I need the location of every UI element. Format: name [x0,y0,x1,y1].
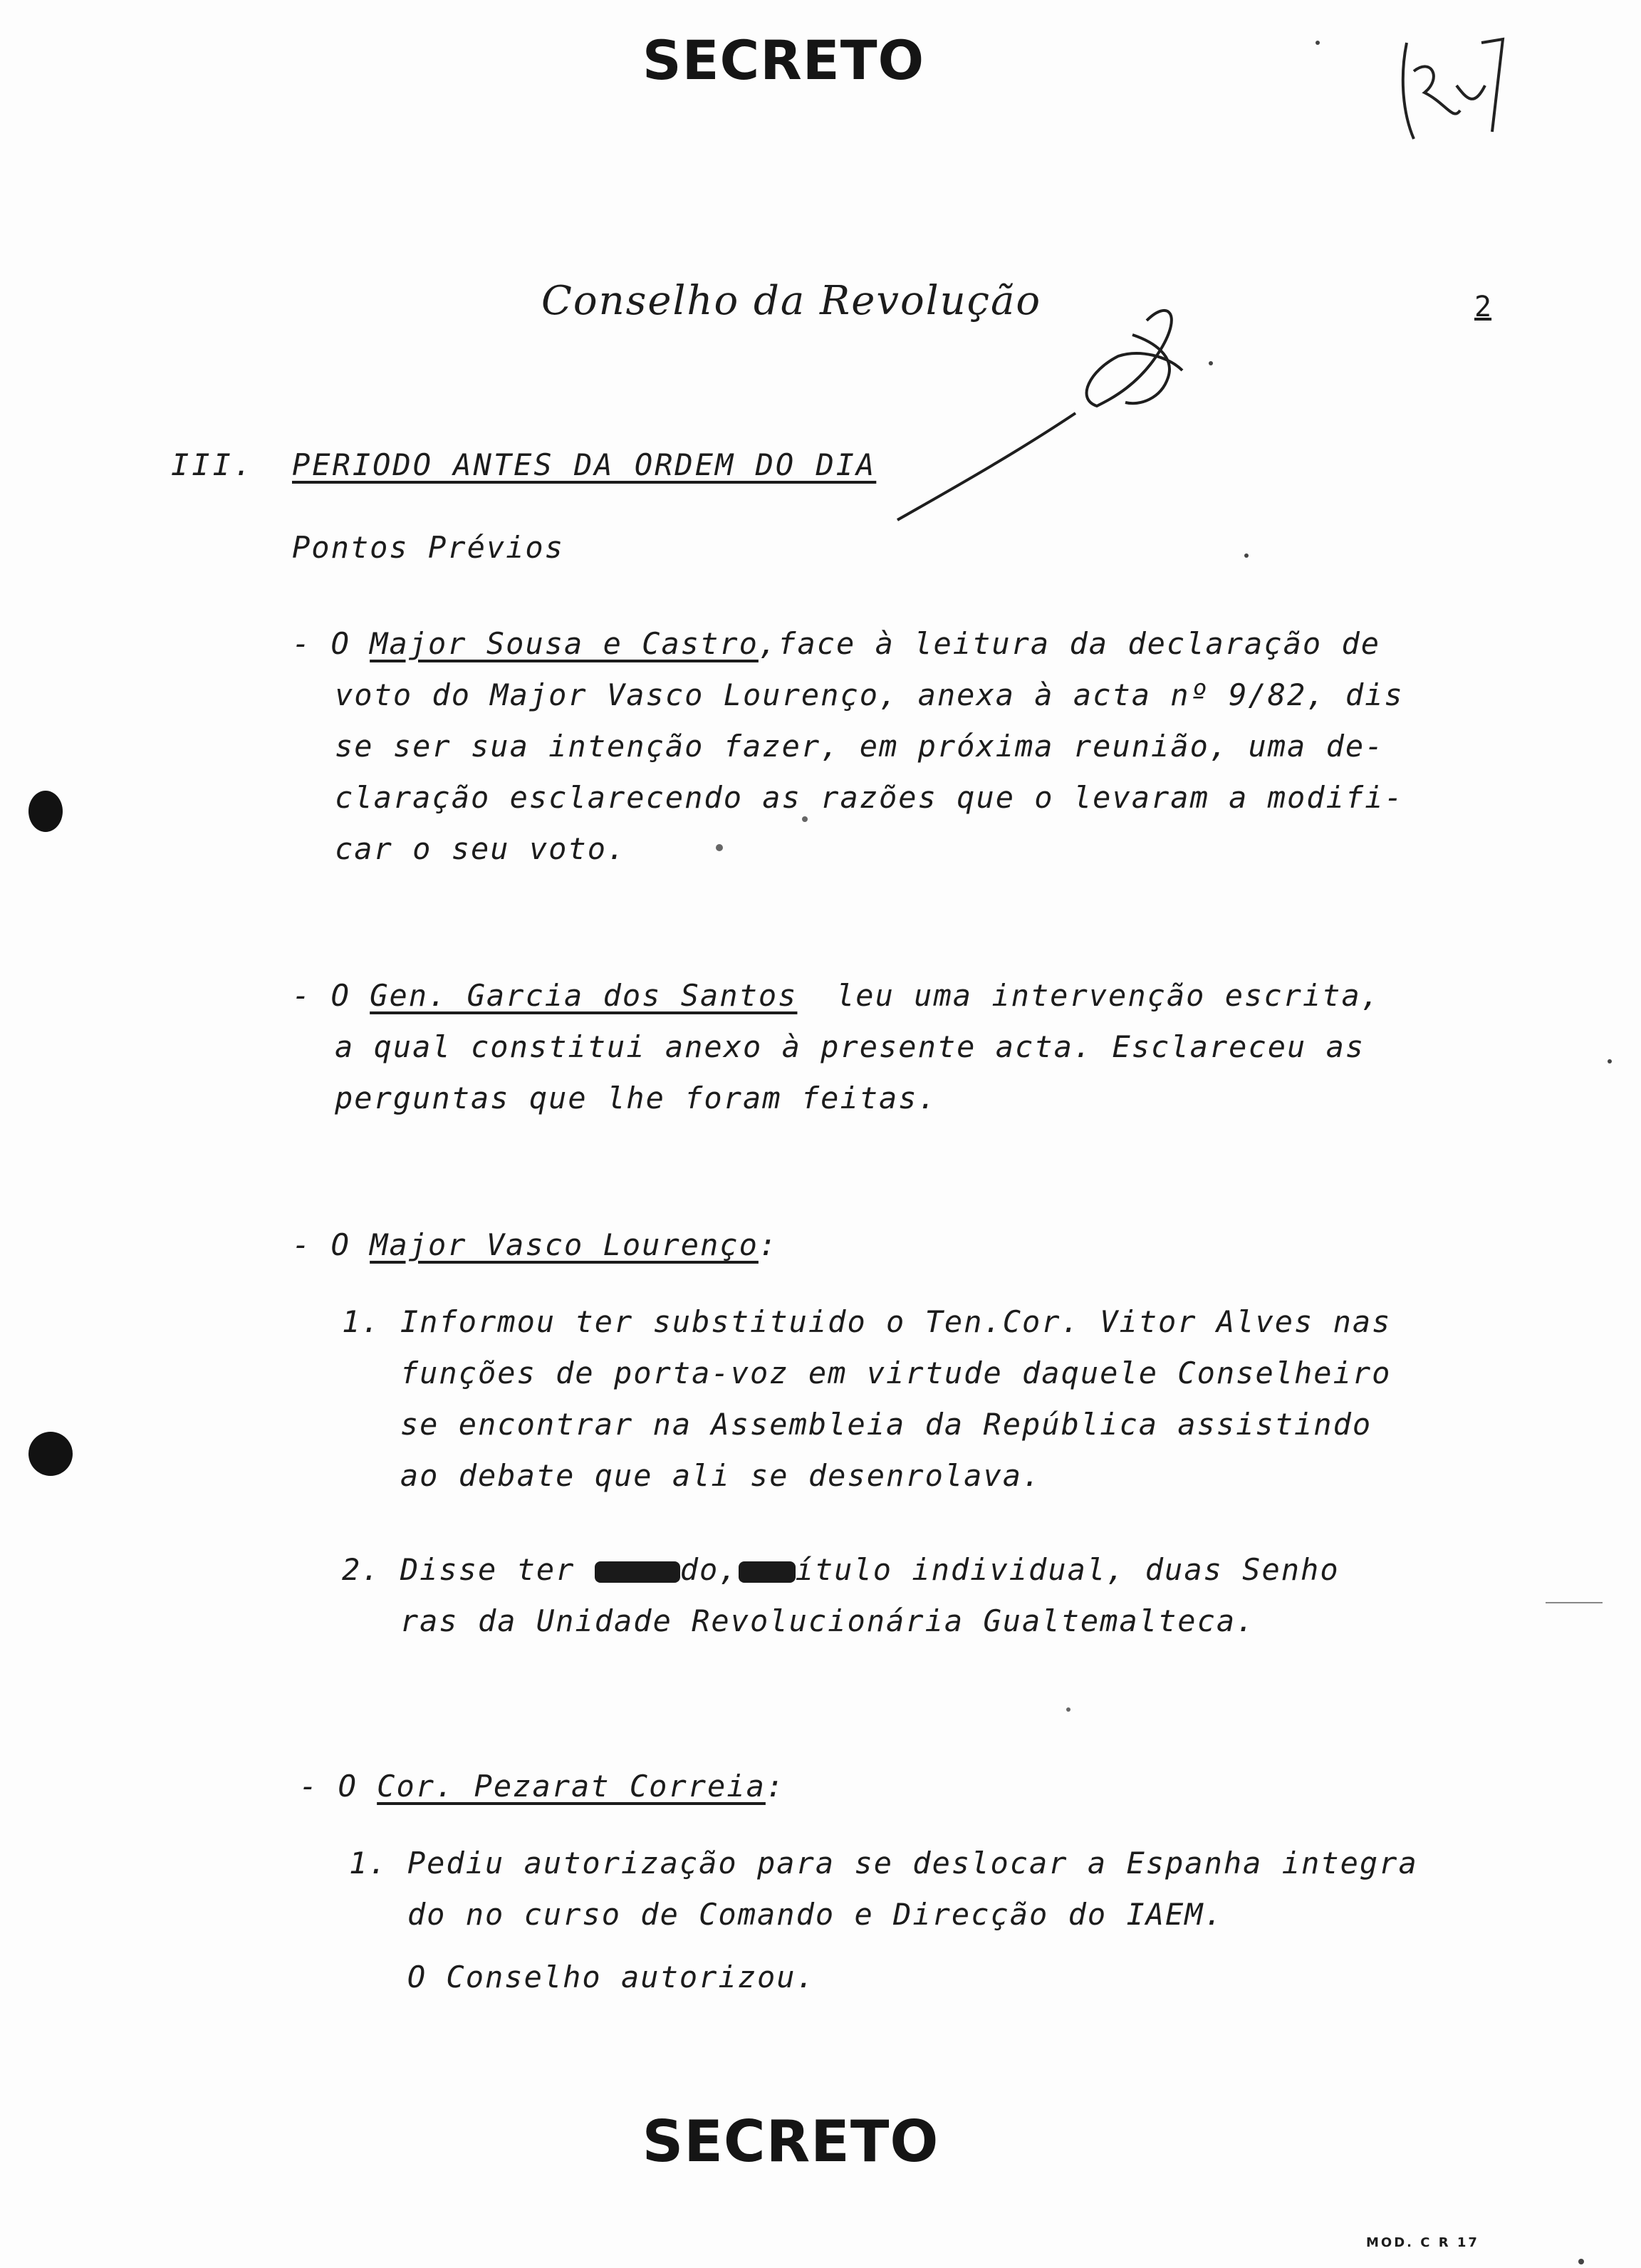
entry-vasco-lourenco [292,1219,778,1271]
section-number: III. [171,447,255,482]
council-decision [349,1952,816,2003]
speaker-colon: : [758,1227,778,1262]
redaction-mark [739,1561,796,1583]
entry-text-line: claração esclarecendo as razões que o levaram a modifi- [335,780,1404,815]
entry-text-line: voto do Major Vasco Lourenço, anexa à acta nº 9/82, dis [335,677,1404,712]
entry-text-line: se encontrar na Assembleia da República assistindo [342,1407,1372,1442]
entry-text-line: leu uma intervenção escrita, [797,978,1381,1013]
entry-text-line: car o seu voto. [335,831,627,866]
entry-text-line: a qual constitui anexo à presente acta. Esclareceu as [335,1029,1365,1064]
entry-text-line: 1. Informou ter substituido o Ten.Cor. Vitor Alves nas [342,1304,1392,1339]
entry-dash: - O [299,1769,377,1804]
entry-text-line: do no curso de Comando e Direcção do IAEM. [349,1897,1224,1932]
handwritten-initials [1403,39,1503,139]
section-title: PERIODO ANTES DA ORDEM DO DIA [292,447,877,482]
speaker-name: Gen. Garcia dos Santos [370,978,798,1013]
entry-garcia-santos [292,970,1380,1021]
speaker-name: Major Vasco Lourenço [370,1227,759,1262]
handwritten-signature [897,311,1182,520]
speaker-name: Major Sousa e Castro [370,626,759,661]
entry-text-line: funções de porta-voz em virtude daquele Conselheiro [342,1356,1392,1390]
speaker-colon: : [765,1769,786,1804]
entry-text-line: do, [679,1552,739,1587]
entry-pezarat-correia-item1 [349,1838,1418,1940]
classification-stamp-top: SECRETO [642,28,925,92]
speaker-name: Cor. Pezarat Correia [377,1769,766,1804]
letterhead-title: Conselho da Revolução [541,278,1042,324]
entry-text-line: 2. Disse ter [342,1552,595,1587]
entry-garcia-santos-body [335,1021,1365,1124]
entry-text-line: ítulo individual, duas Senho [795,1552,1340,1587]
redaction-mark [595,1561,680,1583]
entry-text-line: se ser sua intenção fazer, em próxima reunião, uma de- [335,729,1385,764]
form-code: MOD. C R 17 [1366,2235,1479,2250]
entry-dash: - O [292,978,370,1013]
entry-text-line: ao debate que ali se desenrolava. [342,1458,1042,1493]
entry-vasco-lourenco-item1 [342,1296,1391,1502]
entry-text-line: ras da Unidade Revolucionária Gualtemalteca. [342,1603,1256,1638]
classification-stamp-bottom: SECRETO [642,2108,939,2175]
entry-text-line: ,face à leitura da declaração de [758,626,1381,661]
entry-text-line: O Conselho autorizou. [349,1960,816,1994]
entry-sousa-castro [292,618,1380,670]
entry-dash: - O [292,626,370,661]
hole-punch-lower [28,1432,73,1476]
section-subtitle: Pontos Prévios [292,530,565,565]
hole-punch-upper [28,791,63,832]
entry-sousa-castro-body [335,670,1404,875]
entry-text-line: perguntas que lhe foram feitas. [335,1081,937,1115]
page-number: 2 [1474,291,1492,323]
entry-vasco-lourenco-item2 [342,1544,1340,1647]
entry-pezarat-correia [299,1761,785,1812]
entry-text-line: 1. Pediu autorização para se deslocar a Espanha integra [349,1846,1418,1881]
entry-dash: - O [292,1227,370,1262]
